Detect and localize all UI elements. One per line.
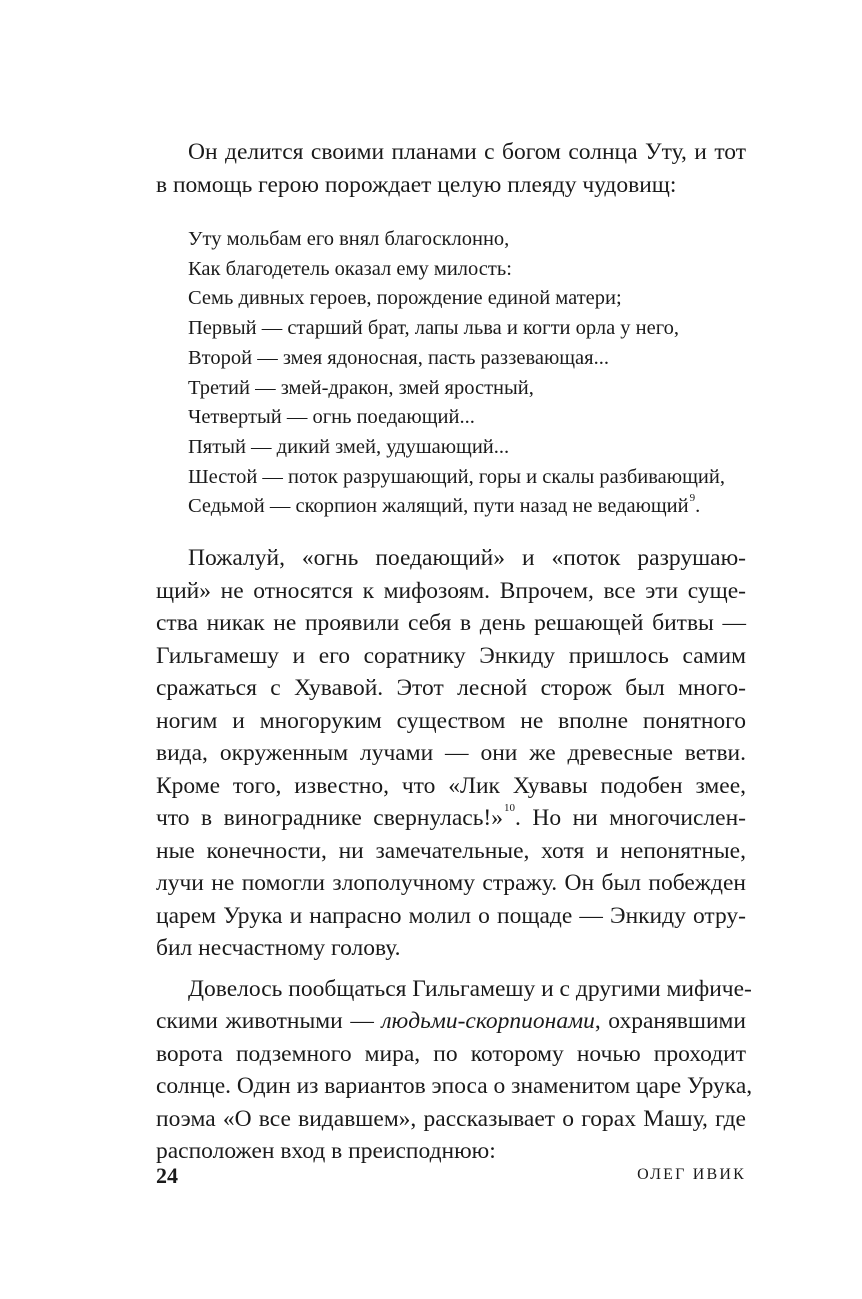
text-line: ногим и многоруким существом не вполне понятного	[156, 707, 746, 734]
text-line: поэма «О все видавшем», рассказывает о горах Машу, где	[156, 1105, 746, 1132]
verse-line-text: Седьмой — скорпион жалящий, пути назад не ведающий	[188, 495, 689, 518]
book-page	[156, 136, 753, 1168]
text-line	[156, 1005, 746, 1038]
text-line: Пожалуй, «огнь поедающий» и «поток разрушаю-	[188, 545, 746, 572]
verse-line: Как благодетель оказал ему милость:	[188, 257, 512, 280]
text-line: щий» не относятся к мифозоям. Впрочем, все эти суще-	[156, 577, 746, 604]
text-line: расположен вход в преисподнюю:	[156, 1138, 496, 1165]
text-line: ные конечности, ни замечательные, хотя и непонятные,	[156, 837, 746, 864]
text-line: бил несчастному голову.	[156, 935, 401, 962]
italic-term: людьми-скорпионами	[381, 1008, 595, 1035]
verse-line: Четвертый — огнь поедающий...	[188, 406, 475, 429]
verse-line: Второй — змея ядоносная, пасть раззевающая...	[188, 346, 609, 369]
text-line: Он делится своими планами с богом солнца Уту, и тот	[188, 139, 746, 165]
footnote-marker: 10	[504, 802, 516, 815]
verse-line: Третий — змей-дракон, змей яростный,	[188, 376, 534, 399]
text-fragment: скими животными —	[156, 1008, 382, 1035]
page-number: 24	[156, 1163, 178, 1188]
text-line: вида, окруженным лучами — они же древесные ветви.	[156, 740, 746, 767]
text-line: сражаться с Хувавой. Этот лесной сторож был много-	[156, 675, 746, 702]
page-footer	[156, 1163, 746, 1193]
footnote-marker: 9	[689, 492, 696, 505]
verse-quote	[188, 225, 746, 522]
text-line: Довелось пообщаться Гильгамешу и с другими мифиче-	[188, 975, 752, 1002]
body-paragraph-2	[156, 973, 753, 1168]
text-line: лучи не помогли злополучному стражу. Он был побежден	[156, 870, 746, 897]
text-line: ворота подземного мира, по которому ночью проходит	[156, 1040, 746, 1067]
verse-line: Семь дивных героев, порождение единой матери;	[188, 287, 622, 310]
text-line: Кроме того, известно, что «Лик Хувавы подобен змее,	[156, 772, 746, 799]
text-line: царем Урука и напрасно молил о пощаде — Энкиду отру-	[156, 902, 746, 929]
text-fragment: что в винограднике свернулась!»	[156, 805, 504, 832]
text-fragment: . Но ни многочислен-	[515, 805, 746, 832]
text-line: солнце. Один из вариантов эпоса о знаменитом царе Урука,	[156, 1073, 753, 1100]
text-line	[156, 802, 746, 835]
intro-paragraph	[156, 136, 746, 201]
text-line: Гильгамешу и его соратнику Энкиду пришлось самим	[156, 642, 746, 669]
text-line: ства никак не проявили себя в день решающей битвы —	[156, 610, 746, 637]
verse-line: Первый — старший брат, лапы льва и когти орла у него,	[188, 317, 680, 340]
verse-line: Пятый — дикий змей, удушающий...	[188, 435, 510, 458]
verse-line: Уту мольбам его внял благосклонно,	[188, 228, 510, 250]
text-line: в помощь герою порождает целую плеяду чудовищ:	[156, 171, 677, 198]
verse-line: Седьмой — скорпион жалящий, пути назад не ведающий$^9$.	[188, 492, 701, 518]
running-footer-author: ОЛЕГ ИВИК	[637, 1166, 746, 1183]
text-fragment: , охранявшими	[594, 1008, 746, 1035]
body-paragraph-1	[156, 542, 746, 965]
verse-line: Шестой — поток разрушающий, горы и скалы разбивающий,	[188, 465, 725, 488]
